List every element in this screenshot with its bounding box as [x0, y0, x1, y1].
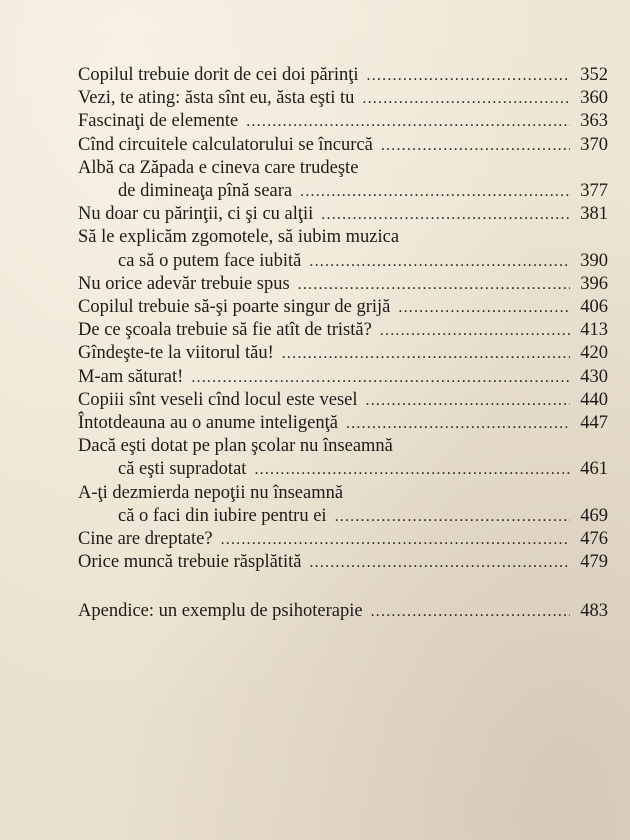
toc-entry	[78, 273, 608, 296]
toc-entry-line	[78, 250, 608, 273]
dot-leader	[380, 319, 570, 342]
toc-entry-line	[78, 600, 608, 623]
toc-entry-line	[78, 366, 608, 389]
toc-entry-title: Albă ca Zăpada e cineva care trudeşte	[78, 157, 359, 178]
toc-appendix	[78, 600, 608, 623]
toc-entry	[78, 528, 608, 551]
toc-entry-line	[78, 458, 608, 481]
toc-page-number: 396	[580, 273, 608, 294]
dot-leader	[246, 110, 570, 133]
toc-entry-title: M-am săturat!	[78, 366, 184, 387]
toc-entry	[78, 319, 608, 342]
toc-entry	[78, 87, 608, 110]
toc-entry-title: ca să o putem face iubită	[118, 250, 302, 271]
toc-entry	[78, 296, 608, 319]
toc-entry-appendix	[78, 600, 608, 623]
toc-entry-title: Să le explicăm zgomotele, să iubim muzica	[78, 227, 400, 248]
toc-entry	[78, 134, 608, 157]
toc-page-number: 440	[580, 389, 608, 410]
dot-leader	[300, 180, 570, 203]
toc-entry	[78, 203, 608, 226]
toc-entry-title: de dimineaţa pînă seara	[118, 181, 293, 202]
toc-entry-title: că eşti supradotat	[118, 459, 247, 480]
toc-entry-title: De ce şcoala trebuie să fie atît de tristă?	[78, 320, 372, 341]
toc-page-number: 352	[580, 65, 608, 85]
toc-entry-line	[78, 180, 608, 203]
dot-leader	[381, 134, 570, 157]
toc-page-number: 430	[580, 366, 608, 387]
toc-entry-title: Cînd circuitele calculatorului se încurcă	[78, 134, 373, 155]
toc-entry-title: Nu doar cu părinţii, ci şi cu alţii	[78, 204, 314, 225]
toc-entry-line	[78, 226, 608, 249]
dot-leader	[221, 528, 570, 551]
toc-entry	[78, 389, 608, 412]
dot-leader	[371, 600, 570, 623]
dot-leader	[362, 87, 570, 110]
toc-entry-line	[78, 87, 608, 110]
toc-page-number: 360	[580, 88, 608, 109]
toc-page-number: 381	[580, 204, 608, 225]
dot-leader	[346, 412, 570, 435]
toc-entry-title: că o faci din iubire pentru ei	[118, 505, 327, 526]
toc-entry-title: A-ţi dezmierda nepoţii nu înseamnă	[78, 482, 344, 503]
toc-entry-line	[78, 551, 608, 574]
toc-entry-line	[78, 296, 608, 319]
toc-entry	[78, 157, 608, 203]
toc-page-number: 413	[580, 320, 608, 341]
toc-page-number: 377	[580, 181, 608, 202]
toc-entry-line	[78, 528, 608, 551]
toc-entry	[78, 482, 608, 528]
toc-entry	[78, 342, 608, 365]
toc-page-number: 476	[580, 529, 608, 550]
toc-entry-title: Vezi, te ating: ăsta sînt eu, ăsta eşti tu	[78, 88, 355, 109]
toc-entry	[78, 226, 608, 272]
dot-leader	[321, 203, 570, 226]
toc-entry-line	[78, 482, 608, 505]
dot-leader	[398, 296, 570, 319]
section-spacer	[78, 574, 608, 600]
toc-entry-line	[78, 342, 608, 365]
toc-entry-title: Gîndeşte-te la viitorul tău!	[78, 343, 274, 364]
toc-page-number: 479	[580, 552, 608, 573]
toc-page-number: 406	[580, 297, 608, 318]
toc-entry	[78, 551, 608, 574]
toc-entry	[78, 412, 608, 435]
toc-entry-title: Întotdeauna au o anume inteligenţă	[78, 413, 338, 434]
toc-entry	[78, 435, 608, 481]
toc-entry-title: Dacă eşti dotat pe plan şcolar nu înseamnă	[78, 436, 393, 457]
toc-entry-line	[78, 110, 608, 133]
toc-entry-line	[78, 273, 608, 296]
dot-leader	[335, 505, 570, 528]
toc-entry-line	[78, 389, 608, 412]
toc-page-number: 370	[580, 134, 608, 155]
dot-leader	[254, 458, 570, 481]
toc-entry-title: Apendice: un exemplu de psihoterapie	[78, 601, 363, 622]
dot-leader	[367, 64, 570, 87]
toc-entry-title: Nu orice adevăr trebuie spus	[78, 273, 290, 294]
dot-leader	[298, 273, 570, 296]
toc-page-number: 420	[580, 343, 608, 364]
toc-page-number: 461	[580, 459, 608, 480]
dot-leader	[309, 250, 570, 273]
toc-page-number: 469	[580, 505, 608, 526]
toc-entry-line	[78, 435, 608, 458]
toc-page-number: 390	[580, 250, 608, 271]
toc-entry	[78, 110, 608, 133]
toc-page-number: 363	[580, 111, 608, 132]
toc-entry-title: Fascinaţi de elemente	[78, 111, 239, 132]
toc-entry	[78, 64, 608, 87]
toc-entry-line	[78, 157, 608, 180]
dot-leader	[191, 366, 570, 389]
toc-entry-title: Copilul trebuie dorit de cei doi părinţi	[78, 65, 359, 85]
dot-leader	[309, 551, 570, 574]
toc-entry-title: Cine are dreptate?	[78, 529, 213, 550]
dot-leader	[282, 342, 570, 365]
toc-entry-line	[78, 412, 608, 435]
toc-entry-line	[78, 134, 608, 157]
toc-entries	[78, 64, 608, 574]
toc-entry	[78, 366, 608, 389]
toc-entry-title: Copilul trebuie să-şi poarte singur de grijă	[78, 297, 391, 318]
table-of-contents	[78, 64, 608, 624]
toc-page-number: 483	[580, 601, 608, 622]
dot-leader	[366, 389, 570, 412]
toc-entry-title: Copiii sînt veseli cînd locul este vesel	[78, 389, 358, 410]
toc-page-number: 447	[580, 413, 608, 434]
toc-entry-line	[78, 319, 608, 342]
toc-entry-line	[78, 64, 608, 87]
toc-entry-line	[78, 505, 608, 528]
toc-entry-line	[78, 203, 608, 226]
toc-entry-title: Orice muncă trebuie răsplătită	[78, 552, 302, 573]
